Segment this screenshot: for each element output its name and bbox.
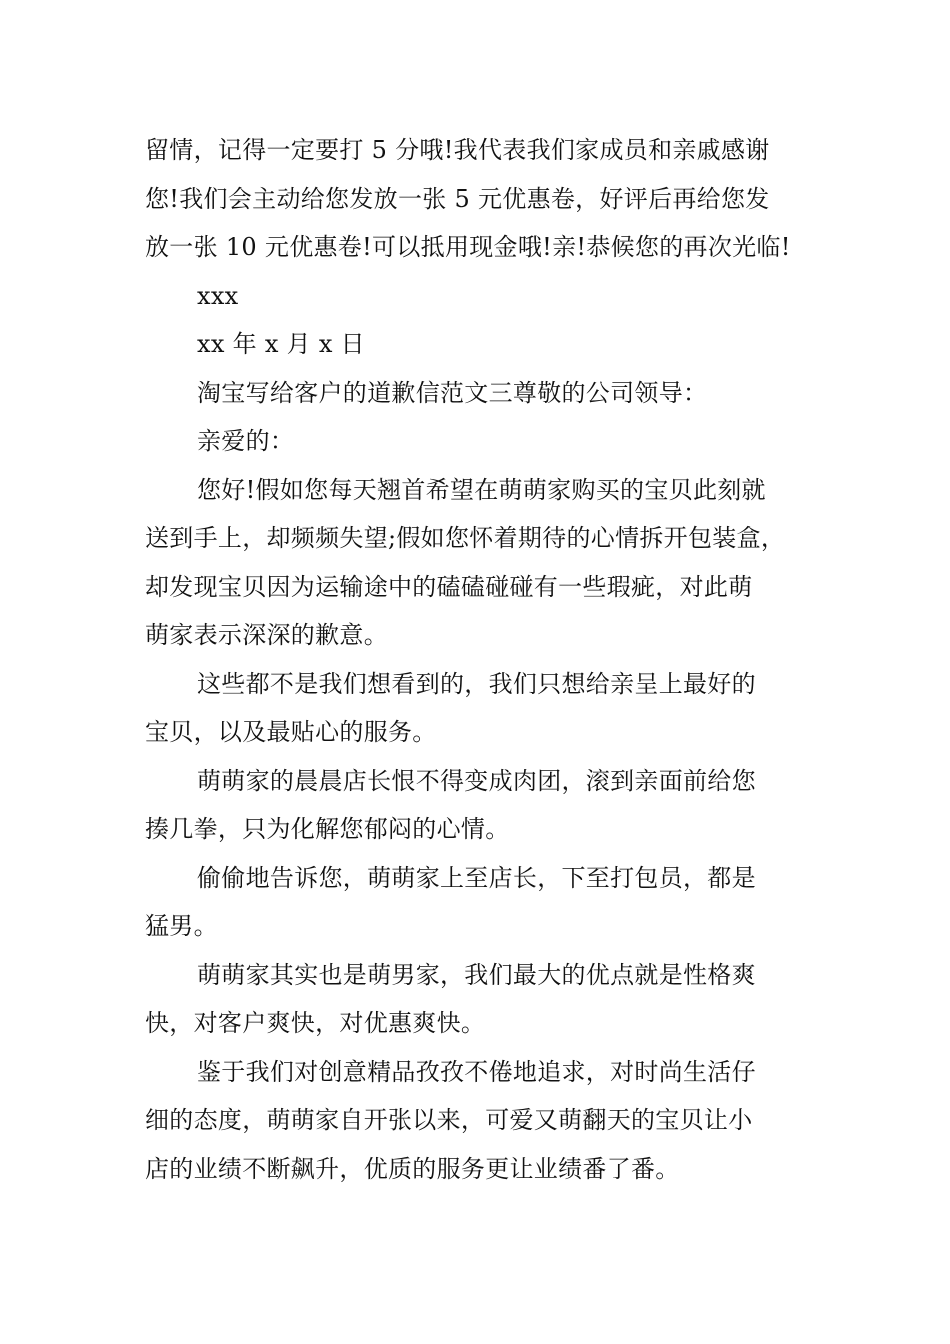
text-line: 送到手上，却频频失望;假如您怀着期待的心情拆开包装盒， bbox=[145, 524, 786, 552]
text-line: 留情，记得一定要打 5 分哦!我代表我们家成员和亲戚感谢 bbox=[145, 136, 770, 164]
text-line: 揍几拳，只为化解您郁闷的心情。 bbox=[145, 815, 510, 843]
text-line: 宝贝，以及最贴心的服务。 bbox=[145, 718, 437, 746]
text-line: 您!我们会主动给您发放一张 5 元优惠卷，好评后再给您发 bbox=[145, 184, 770, 213]
text-line: 快，对客户爽快，对优惠爽快。 bbox=[145, 1009, 486, 1037]
text-line: 萌萌家的晨晨店长恨不得变成肉团，滚到亲面前给您 bbox=[197, 766, 756, 795]
text-line: 偷偷地告诉您，萌萌家上至店长，下至打包员，都是 bbox=[197, 863, 756, 892]
text-line: 猛男。 bbox=[145, 912, 218, 940]
document-page bbox=[145, 126, 807, 1193]
date-line: xx 年 x 月 x 日 bbox=[197, 330, 365, 358]
body-paragraph bbox=[145, 951, 807, 1048]
text-line: 这些都不是我们想看到的，我们只想给亲呈上最好的 bbox=[197, 669, 756, 698]
body-paragraph bbox=[145, 466, 807, 660]
text-line: 细的态度，萌萌家自开张以来，可爱又萌翻天的宝贝让小 bbox=[145, 1106, 753, 1134]
body-paragraph bbox=[145, 854, 807, 951]
continued-paragraph bbox=[145, 126, 807, 272]
signature: xxx bbox=[197, 281, 239, 310]
text-line: 却发现宝贝因为运输途中的磕磕碰碰有一些瑕疵，对此萌 bbox=[145, 572, 753, 601]
text-line: 您好!假如您每天翘首希望在萌萌家购买的宝贝此刻就 bbox=[197, 475, 766, 504]
text-line: 萌家表示深深的歉意。 bbox=[145, 621, 388, 649]
body-paragraph bbox=[145, 660, 807, 757]
text-line: 店的业绩不断飙升，优质的服务更让业绩番了番。 bbox=[145, 1154, 680, 1183]
text-line: 放一张 10 元优惠卷!可以抵用现金哦!亲!恭候您的再次光临! bbox=[145, 233, 791, 261]
body-paragraph bbox=[145, 757, 807, 854]
text-line: 萌萌家其实也是萌男家，我们最大的优点就是性格爽 bbox=[197, 960, 756, 989]
salutation: 亲爱的： bbox=[197, 427, 295, 455]
body-paragraph bbox=[145, 1048, 807, 1194]
text-line: 鉴于我们对创意精品孜孜不倦地追求，对时尚生活仔 bbox=[197, 1057, 756, 1086]
letter-heading: 淘宝写给客户的道歉信范文三尊敬的公司领导： bbox=[197, 378, 708, 407]
